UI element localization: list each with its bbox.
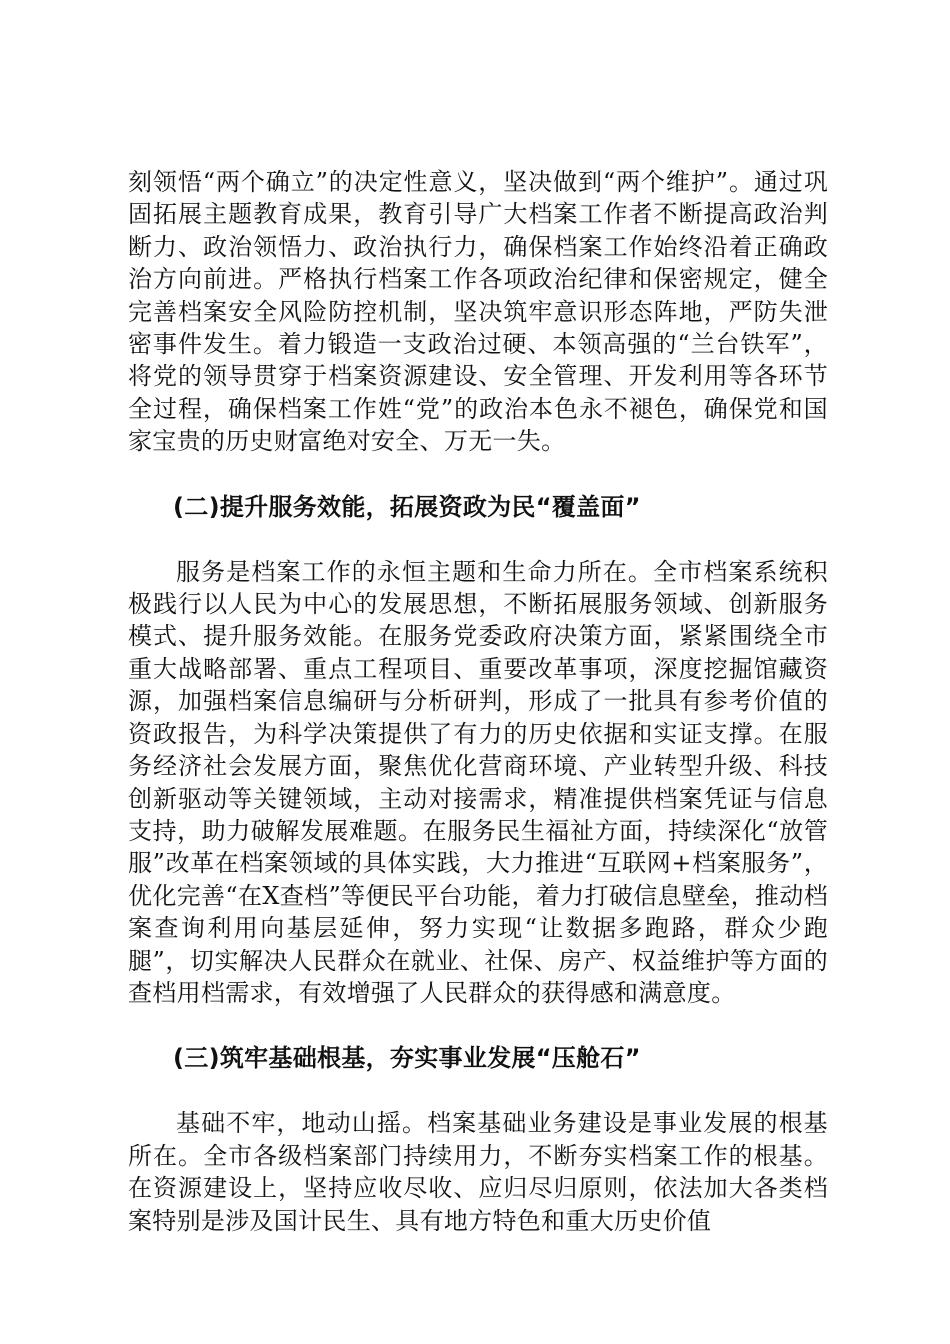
spacer	[128, 458, 828, 491]
document-body	[128, 166, 828, 1237]
spacer	[128, 523, 828, 556]
paragraph-2: 服务是档案工作的永恒主题和生命力所在。全市档案系统积极践行以人民为中心的发展思想，不断拓展服务领域、创新服务模式、提升服务效能。在服务党委政府决策方面，紧紧围绕全市重大战略部署、重点工程项目、重要改革事项，深度挖掘馆藏资源，加强档案信息编研与分析研判，形成了一批具有参考价值的资政报告，为科学决策提供了有力的历史依据和实证支撑。在服务经济社会发展方面，聚焦优化营商环境、产业转型升级、科技创新驱动等关键领域，主动对接需求，精准提供档案凭证与信息支持，助力破解发展难题。在服务民生福祉方面，持续深化“放管服”改革在档案领域的具体实践，大力推进“互联网+档案服务”，优化完善“在X查档”等便民平台功能，着力打破信息壁垒，推动档案查询利用向基层延伸，努力实现“让数据多跑路，群众少跑腿”，切实解决人民群众在就业、社保、房产、权益维护等方面的查档用档需求，有效增强了人民群众的获得感和满意度。	[128, 557, 828, 1007]
spacer	[128, 1009, 828, 1042]
paragraph-3: 基础不牢，地动山摇。档案基础业务建设是事业发展的根基所在。全市各级档案部门持续用力，不断夯实档案工作的根基。在资源建设上，坚持应收尽收、应归尽归原则，依法加大各类档案特别是涉及国计民生、具有地方特色和重大历史价值	[128, 1109, 828, 1235]
spacer	[128, 1074, 828, 1107]
section-heading-2: (二)提升服务效能，拓展资政为民“覆盖面”	[173, 492, 641, 521]
section-heading-3: (三)筑牢基础根基，夯实事业发展“压舱石”	[173, 1044, 641, 1073]
paragraph-1: 刻领悟“两个确立”的决定性意义，坚决做到“两个维护”。通过巩固拓展主题教育成果，教育引导广大档案工作者不断提高政治判断力、政治领悟力、政治执行力，确保档案工作始终沿着正确政治方向前进。严格执行档案工作各项政治纪律和保密规定，健全完善档案安全风险防控机制，坚决筑牢意识形态阵地，严防失泄密事件发生。着力锻造一支政治过硬、本领高强的“兰台铁军”，将党的领导贯穿于档案资源建设、安全管理、开发利用等各环节全过程，确保档案工作姓“党”的政治本色永不褪色，确保党和国家宝贵的历史财富绝对安全、万无一失。	[128, 168, 828, 456]
